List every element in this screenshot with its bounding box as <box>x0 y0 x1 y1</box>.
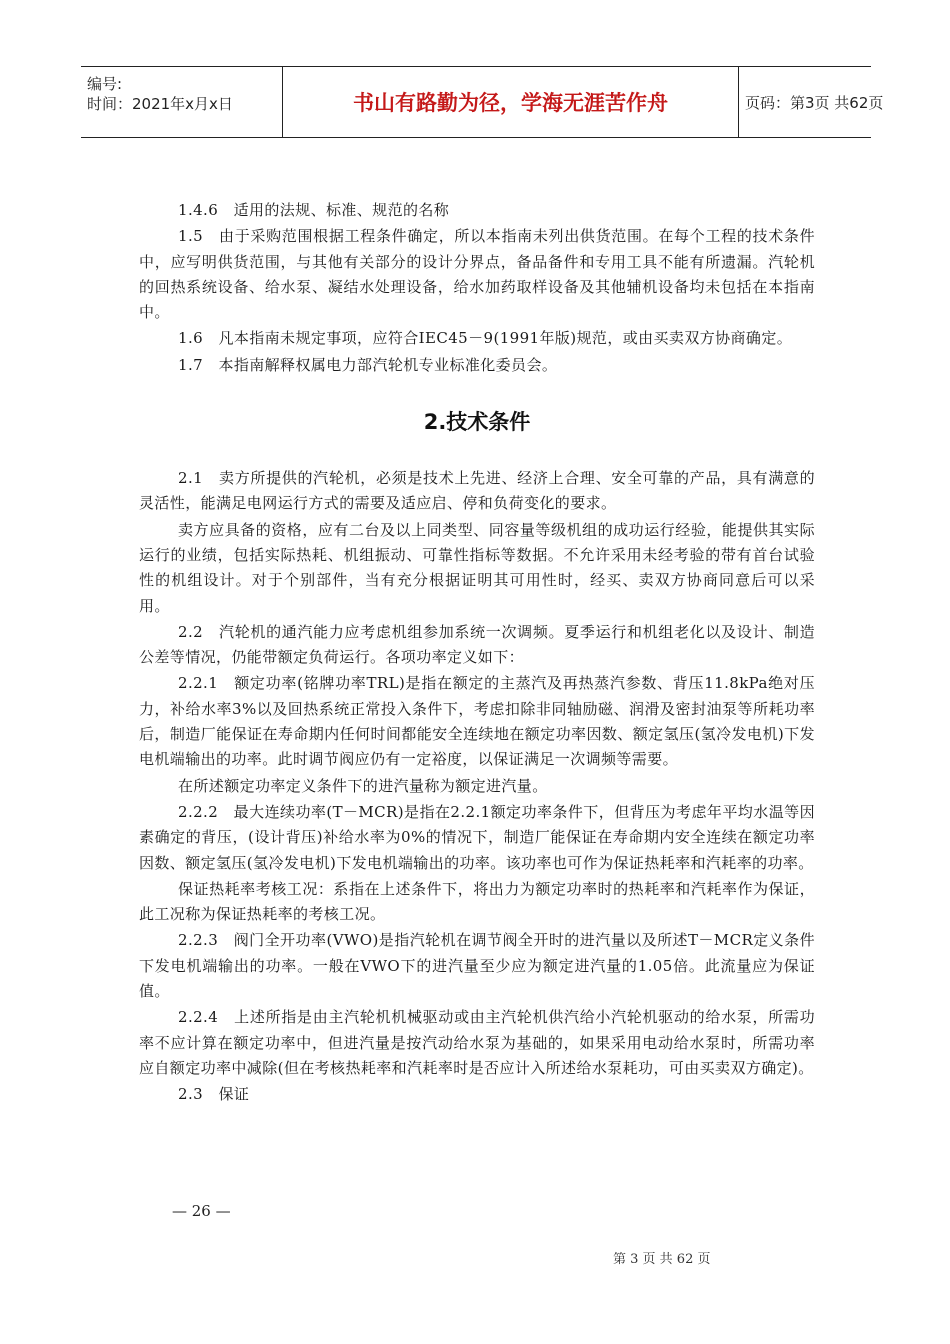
paragraph-2-1: 2.1 卖方所提供的汽轮机，必须是技术上先进、经济上合理、安全可靠的产品，具有满意的灵活性，能满足电网运行方式的需要及适应启、停和负荷变化的要求。 <box>139 469 815 513</box>
paragraph-1-6: 1.6 凡本指南未规定事项，应符合IEC45－9(1991年版)规范，或由买卖双方协商确定。 <box>178 329 793 348</box>
document-body <box>139 198 815 1108</box>
paragraph-rated-steam-flow: 在所述额定功率定义条件下的进汽量称为额定进汽量。 <box>178 776 548 795</box>
paragraph-guaranteed-heat-rate: 保证热耗率考核工况：系指在上述条件下，将出力为额定功率时的热耗率和汽耗率作为保证，此工况称为保证热耗率的考核工况。 <box>139 879 815 924</box>
paragraph-1-5: 1.5 由于采购范围根据工程条件确定，所以本指南未列出供货范围。在每个工程的技术条件中，应写明供货范围，与其他有关部分的设计分界点，备品备件和专用工具不能有所遗漏。汽轮机的回热系统设备、给水泵、凝结水处理设备，给水加药取样设备及其他辅机设备均未包括在本指南中。 <box>139 227 815 322</box>
paragraph-seller-qualification: 卖方应具备的资格，应有二台及以上同类型、同容量等级机组的成功运行经验，能提供其实际运行的业绩，包括实际热耗、机组振动、可靠性指标等数据。不允许采用未经考验的带有首台试验性的机组设计。对于个别部件，当有充分根据证明其可用性时，经买、卖双方协商同意后可以采用。 <box>139 520 815 615</box>
paragraph-2-2-3: 2.2.3 阀门全开功率(VWO)是指汽轮机在调节阀全开时的进汽量以及所述T－MCR定义条件下发电机端输出的功率。一般在VWO下的进汽量至少应为额定进汽量的1.05倍。此流量应为保证值。 <box>139 931 815 1001</box>
paragraph-2-2-4: 2.2.4 上述所指是由主汽轮机机械驱动或由主汽轮机供汽给小汽轮机驱动的给水泵，所需功率不应计算在额定功率中，但进汽量是按汽动给水泵为基础的，如果采用电动给水泵时，所需功率应自额定功率中减除(但在考核热耗率和汽耗率时是否应计入所述给水泵耗功，可由买卖双方确定)。 <box>139 1008 815 1077</box>
paragraph-1-7: 1.7 本指南解释权属电力部汽轮机专业标准化委员会。 <box>178 355 558 374</box>
paragraph-2-2-2: 2.2.2 最大连续功率(T－MCR)是指在2.2.1额定功率条件下，但背压为考虑年平均水温等因素确定的背压，(设计背压)补给水率为0%的情况下，制造厂能保证在寿命期内安全连续在额定功率因数、额定氢压(氢冷发电机)下发电机端输出的功率。该功率也可作为保证热耗率和汽耗率的功率。 <box>139 802 815 872</box>
paragraph-2-3: 2.3 保证 <box>178 1085 250 1104</box>
page-footer: 第 3 页 共 62 页 <box>613 1252 711 1267</box>
header-date-label: 时间：2021年x月x日 <box>87 95 233 113</box>
header-code-label: 编号: <box>87 75 123 93</box>
header-page-info: 页码：第3页 共62页 <box>745 93 884 112</box>
printed-page-number: — 26 — <box>172 1202 231 1220</box>
section-title: 2.技术条件 <box>423 410 531 435</box>
page-header <box>81 66 884 138</box>
paragraph-1-4-6: 1.4.6 适用的法规、标准、规范的名称 <box>178 201 450 219</box>
paragraph-2-2-1: 2.2.1 额定功率(铭牌功率TRL)是指在额定的主蒸汽及再热蒸汽参数、背压11.8kPa绝对压力，补给水率3%以及回热系统正常投入条件下，考虑扣除非同轴励磁、润滑及密封油泵等所耗功率后，制造厂能保证在寿命期内任何时间都能安全连续地在额定功率因数、额定氢压(氢冷发电机)下发电机端输出的功率。此时调节阀应仍有一定裕度，以保证满足一次调频等需要。 <box>139 674 815 769</box>
header-motto: 书山有路勤为径，学海无涯苦作舟 <box>282 67 739 137</box>
paragraph-2-2: 2.2 汽轮机的通汽能力应考虑机组参加系统一次调频。夏季运行和机组老化以及设计、制造公差等情况，仍能带额定负荷运行。各项功率定义如下： <box>139 622 815 667</box>
header-meta-cell <box>81 67 281 137</box>
